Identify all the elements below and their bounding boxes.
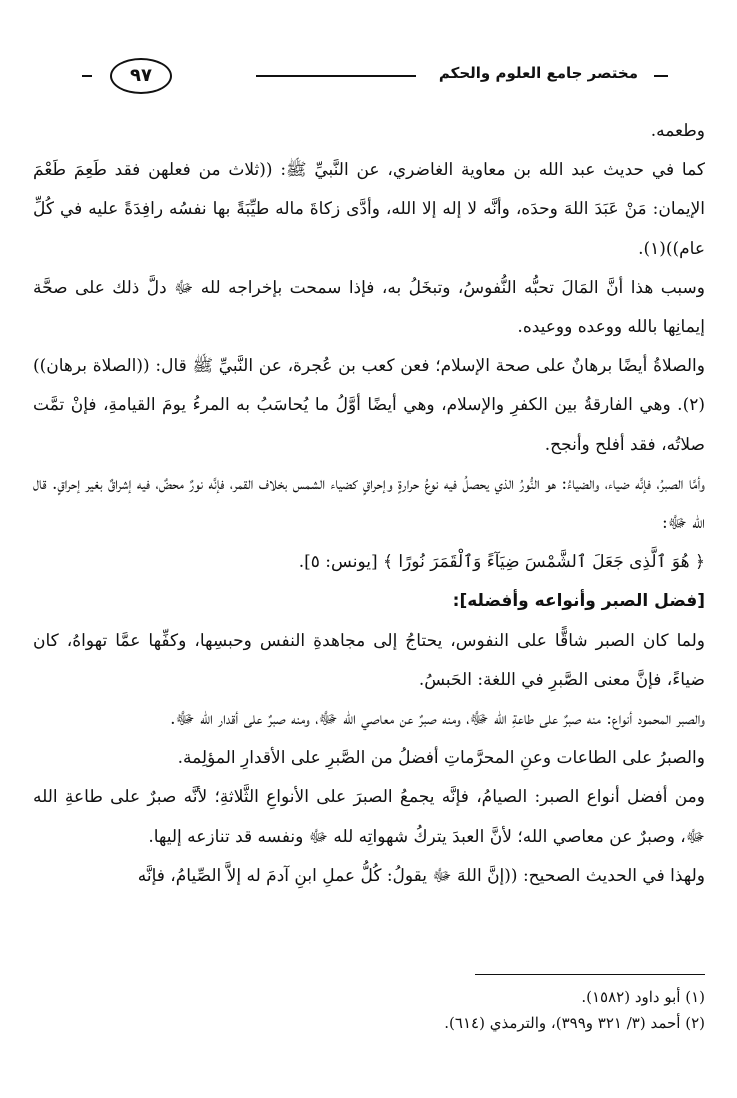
page-number: ٩٧	[110, 58, 172, 94]
footnote: (١) أبو داود (١٥٨٢).	[581, 988, 705, 1006]
footnote: (٢) أحمد (٣/ ٣٢١ و٣٩٩)، والترمذي (٦١٤).	[444, 1014, 705, 1032]
page-header	[96, 56, 646, 96]
paragraph: ومن أفضل أنواع الصبر: الصيامُ، فإنَّه يجمعُ الصبرَ على الأنواعِ الثَّلاثةِ؛ لأنَّه صبرٌ على طاعةِ الله ﷻ، وصبرٌ عن معاصي الله؛ لأنَّ العبدَ يتركُ شهواتِه لله ﷻ ونفسه قد تنازعه إليها.	[33, 787, 705, 847]
footnote-separator	[475, 974, 705, 975]
header-rule-middle	[256, 75, 416, 77]
section-heading: [فضل الصبر وأنواعه وأفضله]:	[452, 591, 705, 612]
paragraph: كما في حديث عبد الله بن معاوية الغاضري، عن النَّبيِّ ﷺ: ((ثلاث من فعلهن فقد طَعِمَ طَعْمَ الإيمان: مَنْ عَبَدَ اللهَ وحدَه، وأنَّه لا إله إلا الله، وأدَّى زكاةَ ماله طيِّبَةً بها نفسُه رافِدَةً عليه في كُلِّ عام))(١).	[33, 160, 705, 259]
body-text	[33, 112, 705, 896]
quran-verse: ﴿ هُوَ ٱلَّذِى جَعَلَ ٱلشَّمْسَ ضِيَآءً وَٱلْقَمَرَ نُورًا ﴾ [يونس: ٥].	[298, 552, 705, 573]
header-rule-right	[654, 75, 668, 77]
running-title: مختصر جامع العلوم والحكم	[438, 64, 638, 82]
paragraph: والصلاةُ أيضًا برهانٌ على صحة الإسلام؛ فعن كعب بن عُجرة، عن النَّبيِّ ﷺ قال: ((الصلاة برهان))(٢). وهي الفارقةُ بين الكفرِ والإسلام، وهي أيضًا أوَّلُ ما يُحاسَبُ به المرءُ يومَ القيامةِ، فإنْ تمَّت صلاتُه، فقد أفلح وأنجح.	[33, 356, 705, 455]
header-rule-left	[82, 75, 92, 77]
footnotes	[33, 984, 705, 1036]
paragraph: وطعمه.	[650, 121, 705, 141]
paragraph: وأمَّا الصبرُ، فإنَّه ضياء، والضياءُ: هو النُّورُ الذي يحصلُ فيه نوعُ حرارةٍ وإحراقٍ كضياء الشمس بخلاف القمر، فإنَّه نورٌ محضٌ، فيه إشراقٌ بغير إحراقٍ. قال الله ﷻ:	[33, 473, 705, 534]
paragraph: والصبر المحمود أنواع: منه صبرٌ على طاعةِ الله ﷻ، ومنه صبرٌ عن معاصي الله ﷻ، ومنه صبرٌ على أقدار الله ﷻ.	[170, 709, 705, 730]
paragraph: ولما كان الصبر شاقًّا على النفوس، يحتاجُ إلى مجاهدةِ النفس وحبسِها، وكفِّها عمَّا تهواهُ، كان ضياءً، فإنَّ معنى الصَّبرِ في اللغة: الحَبسُ.	[33, 630, 705, 690]
paragraph: والصبرُ على الطاعات وعنِ المحرَّماتِ أفضلُ من الصَّبرِ على الأقدارِ المؤلِمة.	[177, 748, 705, 769]
paragraph: ولهذا في الحديث الصحيح: ((إنَّ اللهَ ﷻ يقولُ: كُلُّ عملِ ابنِ آدمَ له إلاَّ الصِّيامُ، فإنَّه	[137, 865, 705, 886]
paragraph: وسبب هذا أنَّ المَالَ تحبُّه النُّفوسُ، وتبخَلُ به، فإذا سمحت بإخراجه لله ﷻ دلَّ ذلك على صحَّة إيمانِها بالله ووعده ووعيده.	[33, 277, 705, 338]
